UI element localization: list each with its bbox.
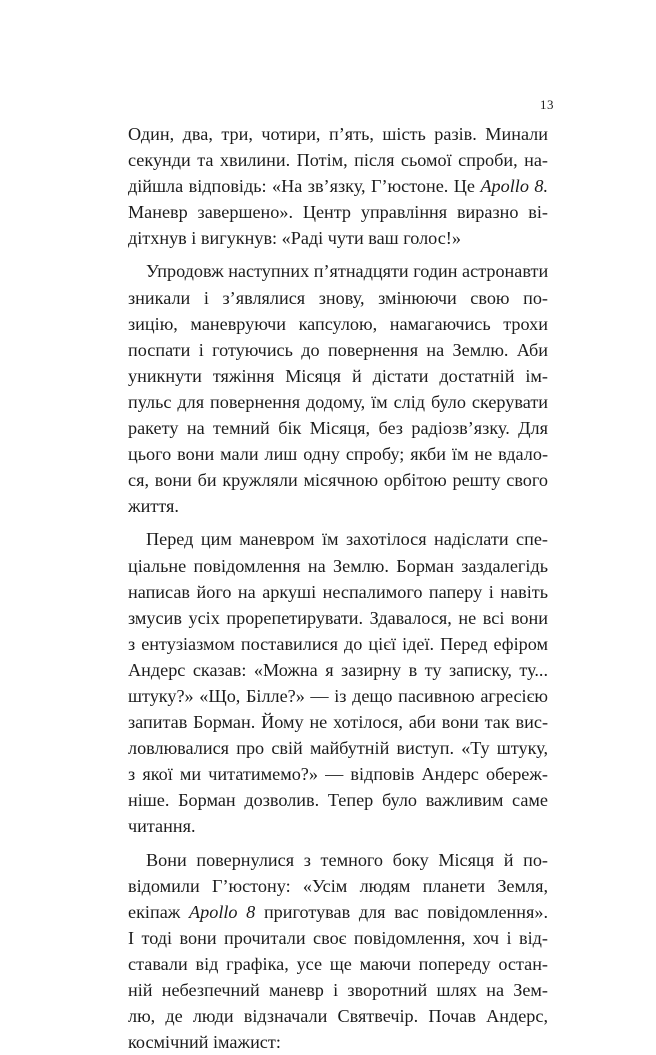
text-line	[128, 467, 548, 493]
text-line	[128, 631, 548, 657]
text-segment: змусив усіх прорепетирувати. Здавалося, не всі вони	[128, 607, 548, 628]
text-segment: з якої ми читатимемо?» — відповів Андерс обереж-	[128, 764, 548, 785]
text-segment: Маневр завершено». Центр управління виразно ві-	[128, 202, 548, 223]
text-segment: лю, де люди відзначали Святвечір. Почав Андерс,	[128, 1006, 548, 1027]
text-segment: Андерс сказав: «Можна я зазирну в ту записку, ту...	[128, 659, 548, 680]
text-segment: написав його на аркуші неспалимого паперу і навіть	[128, 581, 548, 602]
italic-text: Apollo 8	[189, 901, 256, 922]
text-line	[128, 1003, 548, 1029]
text-segment: Один, два, три, чотири, п’ять, шість разів. Минали	[128, 124, 548, 144]
text-segment: ся, вони би кружляли місячною орбітою решту свого	[128, 470, 548, 491]
text-line	[128, 363, 548, 389]
text-line	[128, 873, 548, 899]
text-segment: Вони повернулися з темного боку Місяця й по-	[146, 849, 548, 870]
text-segment: приготував для вас повідомлення».	[255, 901, 548, 922]
text-segment: ніше. Борман дозволив. Тепер було важливим саме	[128, 790, 548, 811]
text-line	[128, 813, 548, 839]
paragraph	[128, 258, 548, 519]
paragraph	[128, 526, 548, 839]
text-line	[128, 389, 548, 415]
text-line	[128, 258, 548, 284]
text-line	[128, 441, 548, 467]
text-line	[128, 683, 548, 709]
text-segment: І тоді вони прочитали своє повідомлення, хоч і від-	[128, 927, 548, 948]
text-segment: Упродовж наступних п’ятнадцяти годин астронавти	[146, 261, 549, 282]
text-line	[128, 121, 548, 147]
text-segment: екіпаж	[128, 901, 190, 922]
text-line	[128, 493, 548, 519]
text-segment: Перед цим маневром їм захотілося надіслати спе-	[146, 529, 548, 550]
text-line	[128, 199, 548, 225]
text-segment: зицію, маневруючи капсулою, намагаючись трохи	[128, 313, 548, 334]
paragraph	[128, 847, 548, 1055]
text-segment: космічний імажист:	[128, 1032, 281, 1053]
text-line	[128, 147, 548, 173]
text-segment: з ентузіазмом поставилися до цієї ідеї. Перед ефіром	[128, 633, 548, 654]
text-segment: дійшла відповідь: «На зв’язку, Г’юстоне. Це	[128, 176, 481, 197]
text-line	[128, 225, 548, 251]
text-segment: ракету на темний бік Місяця, без радіозв’язку. Для	[128, 418, 548, 439]
text-line	[128, 311, 548, 337]
text-line	[128, 526, 548, 552]
text-line	[128, 285, 548, 311]
text-segment: відомили Г’юстону: «Усім людям планети Земля,	[128, 875, 548, 896]
text-segment: пульс для повернення додому, їм слід було скерувати	[128, 391, 548, 412]
text-line	[128, 951, 548, 977]
text-line	[128, 605, 548, 631]
text-segment: секунди та хвилини. Потім, після сьомої спроби, на-	[128, 150, 548, 171]
text-line	[128, 657, 548, 683]
text-line	[128, 173, 548, 199]
text-segment: читання.	[128, 816, 196, 837]
text-segment: ставали від графіка, усе ще маючи попереду остан-	[128, 953, 548, 974]
body-text	[128, 121, 548, 1055]
text-segment: запитав Борман. Йому не хотілося, аби вони так вис-	[128, 712, 548, 733]
text-segment: уникнути тяжіння Місяця й дістати достатній ім-	[128, 365, 548, 386]
text-line	[128, 735, 548, 761]
text-line	[128, 579, 548, 605]
paragraph	[128, 121, 548, 251]
text-line	[128, 847, 548, 873]
text-line	[128, 977, 548, 1003]
page-number: 13	[540, 97, 554, 112]
text-line	[128, 415, 548, 441]
text-segment: дітхнув і вигукнув: «Раді чути ваш голос!»	[128, 228, 461, 249]
text-segment: життя.	[128, 496, 179, 517]
text-segment: цього вони мали лиш одну спробу; якби їм не вдало-	[128, 444, 548, 465]
text-segment: штуку?» «Що, Білле?» — із дещо пасивною агресією	[128, 685, 548, 706]
text-line	[128, 709, 548, 735]
text-segment: ній небезпечний маневр і зворотний шлях на Зем-	[128, 980, 548, 1000]
text-segment: ловлювалися про свій майбутній виступ. «Ту штуку,	[128, 738, 548, 759]
text-segment: зникали і з’являлися знову, змінюючи свою по-	[128, 287, 548, 308]
italic-text: Apollo 8.	[480, 176, 549, 197]
text-line	[128, 1029, 548, 1055]
text-line	[128, 761, 548, 787]
text-line	[128, 899, 548, 925]
text-line	[128, 925, 548, 951]
text-line	[128, 787, 548, 813]
text-segment: поспати і готуючись до повернення на Землю. Аби	[128, 339, 548, 360]
text-line	[128, 337, 548, 363]
text-line	[128, 553, 548, 579]
text-segment: ціальне повідомлення на Землю. Борман заздалегідь	[128, 555, 548, 576]
